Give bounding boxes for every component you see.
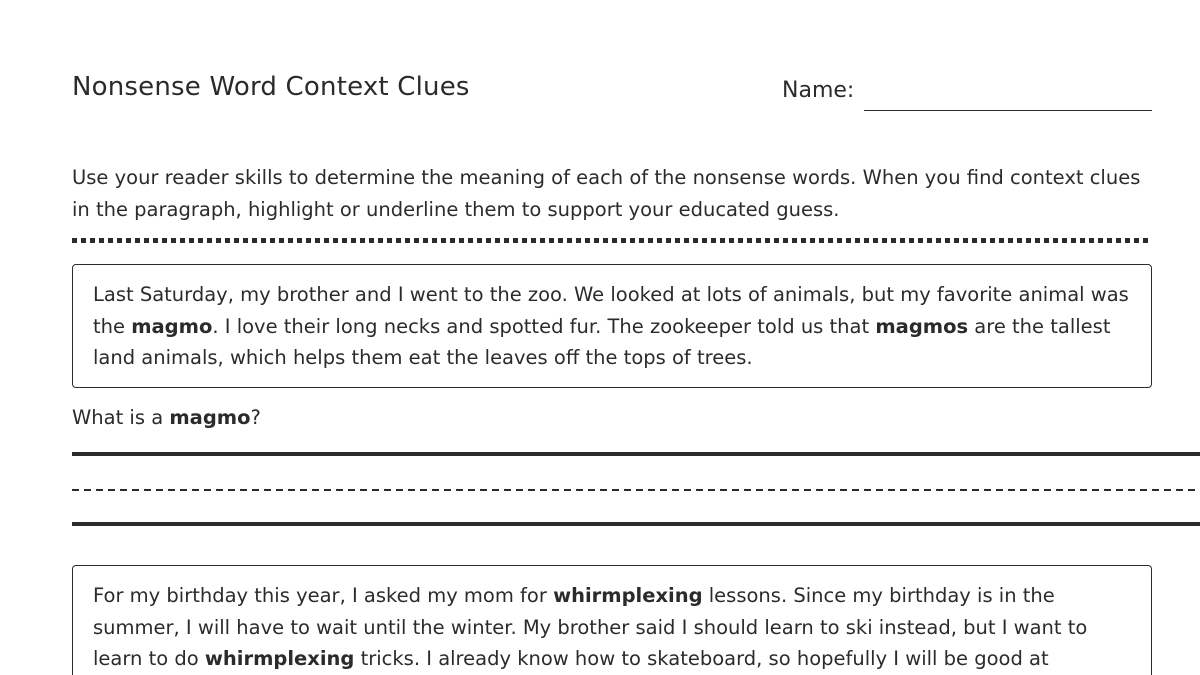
question-1-word: magmo (169, 406, 251, 429)
passage-1-text-3: are the tallest land animals, which helps them eat the leaves off the tops of trees. (93, 314, 1111, 369)
passage-2-text-2: lessons. Since my birthday is in the summer, I will have to wait until the winter. My brother said I should learn to ski instead, but I want to learn to do (93, 584, 1088, 670)
name-field (782, 78, 1152, 114)
nonsense-word-whirmplexing-2: whirmplexing (204, 647, 355, 670)
instructions-text: Use your reader skills to determine the meaning of each of the nonsense words. When you find context clues in the paragraph, highlight or underline them to support your educated guess. (72, 166, 1141, 221)
nonsense-word-magmos: magmos (875, 314, 969, 338)
question-1 (72, 406, 261, 429)
name-label: Name: (782, 78, 855, 103)
name-write-line[interactable] (864, 110, 1152, 111)
question-1-prefix: What is a (72, 406, 170, 429)
dotted-divider (72, 238, 1152, 243)
passage-1-text-1: Last Saturday, my brother and I went to the zoo. We looked at lots of animals, but my favorite animal was the (93, 283, 1129, 338)
passage-box-2 (72, 565, 1152, 675)
passage-2-text-3: tricks. I already know how to skateboard, so hopefully I will be good at (354, 647, 1049, 670)
nonsense-word-whirmplexing: whirmplexing (553, 584, 703, 607)
nonsense-word-magmo: magmo (131, 314, 213, 338)
passage-2-text-1: For my birthday this year, I asked my mom for (93, 584, 554, 607)
question-1-suffix: ? (250, 406, 261, 429)
answer-line-top[interactable] (72, 452, 1200, 456)
passage-box-1 (72, 264, 1152, 388)
answer-line-dashed[interactable] (72, 489, 1200, 491)
answer-line-bottom[interactable] (72, 522, 1200, 526)
passage-1-text-2: . I love their long necks and spotted fur. The zookeeper told us that (212, 314, 876, 338)
page-title: Nonsense Word Context Clues (72, 72, 470, 102)
